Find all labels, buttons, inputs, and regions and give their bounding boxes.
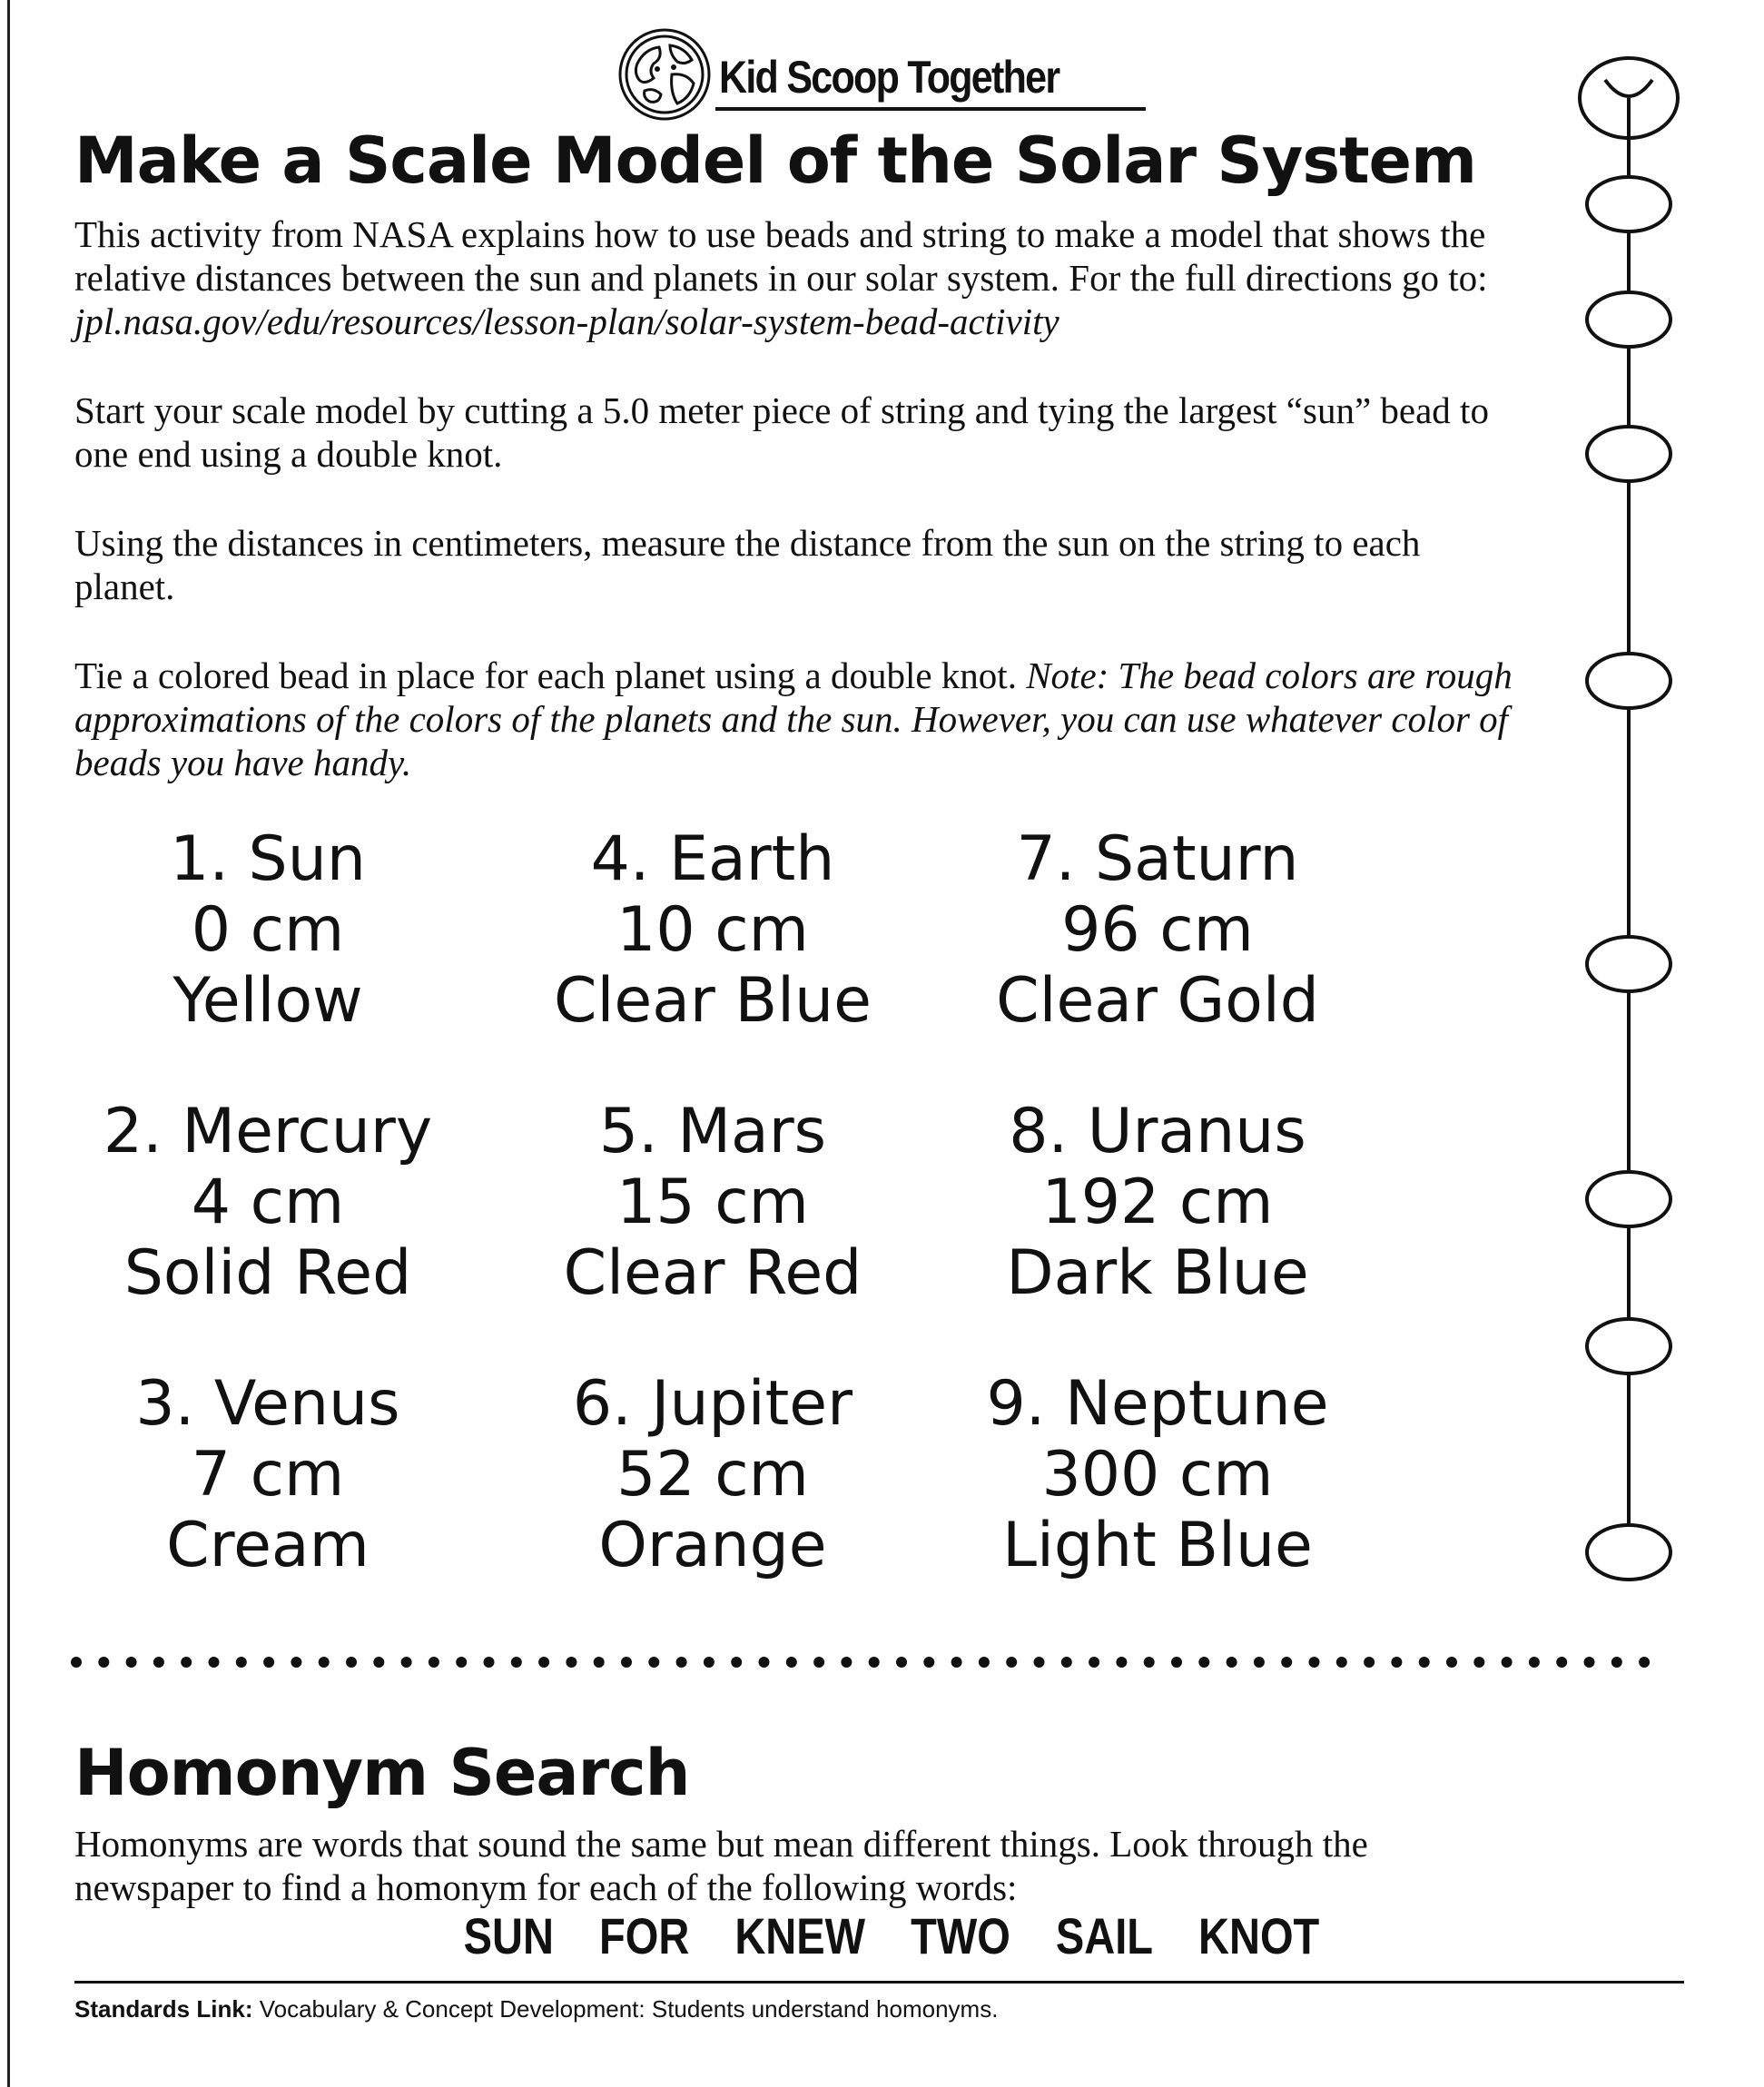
page-title: Make a Scale Model of the Solar System [74,123,1476,198]
planet-bead-color: Yellow [172,965,363,1037]
homonym-word: KNOT [1198,1907,1320,1964]
planet-bead-color: Light Blue [1002,1510,1313,1581]
bead-icon [1587,292,1670,347]
divider-dot [1034,1657,1045,1668]
planet-distance: 52 cm [616,1439,809,1511]
footer-rule [74,1981,1684,1984]
homonym-word: KNEW [734,1907,866,1964]
planet-distance: 4 cm [191,1167,345,1238]
homonym-instructions: Homonyms are words that sound the same but mean different things. Look through the newspaper to find a homonym for each of the following words: [74,1823,1368,1908]
bead-icon [1587,654,1670,708]
divider-dot [346,1657,357,1668]
left-border-rule [7,0,10,2087]
divider-dot [648,1657,659,1668]
divider-dot [813,1657,824,1668]
planet-name: 2. Mercury [103,1096,433,1167]
divider-dot [896,1657,907,1668]
divider-dot [759,1657,770,1668]
brand-name: Kid Scoop Together [719,52,1059,103]
divider-dot [1639,1657,1650,1668]
planet-entry [490,824,935,1037]
brand-underline [715,107,1146,111]
divider-dot [181,1657,192,1668]
divider-dot [1144,1657,1155,1668]
divider-dot [1254,1657,1265,1668]
bead-icon [1587,1319,1670,1373]
step1-paragraph: Start your scale model by cutting a 5.0 meter piece of string and tying the largest “sun” bead to one end using a double knot. [74,389,1489,475]
planet-distance: 96 cm [1061,894,1254,966]
divider-dot [566,1657,577,1668]
planet-entry [45,824,490,1037]
planet-bead-color: Dark Blue [1006,1237,1309,1309]
planet-entry [45,1097,490,1309]
homonym-word: TWO [911,1907,1010,1964]
intro-url: jpl.nasa.gov/edu/resources/lesson-plan/solar-system-bead-activity [74,300,1059,342]
planet-distance: 0 cm [191,894,345,966]
divider-dot [236,1657,247,1668]
planet-entry [490,1369,935,1581]
homonym-title: Homonym Search [74,1736,690,1810]
planet-bead-color: Orange [598,1510,827,1581]
planet-bead-color: Cream [166,1510,370,1581]
divider-dot [456,1657,467,1668]
divider-dot [209,1657,220,1668]
planet-entry [935,1369,1380,1581]
divider-dot [98,1657,109,1668]
standards-link [74,1995,998,2023]
divider-dot [676,1657,687,1668]
planet-name: 6. Jupiter [572,1368,853,1440]
planet-bead-color: Clear Gold [996,965,1319,1037]
homonym-word: SUN [463,1907,554,1964]
divider-dot [1529,1657,1540,1668]
dotted-divider [64,1649,1698,1676]
intro-text: This activity from NASA explains how to use beads and string to make a model that shows the relative distances between the sun and planets in our solar system. For the full directions go to: [74,213,1488,299]
divider-dot [594,1657,605,1668]
divider-dot [1391,1657,1402,1668]
divider-dot [484,1657,495,1668]
planet-distance: 15 cm [616,1167,809,1238]
divider-dot [979,1657,990,1668]
divider-dot [841,1657,852,1668]
divider-dot [126,1657,137,1668]
divider-dot [1061,1657,1072,1668]
divider-dot [1556,1657,1567,1668]
bead-string-icon [1562,54,1743,1616]
planet-name: 3. Venus [135,1368,400,1440]
divider-dot [951,1657,962,1668]
divider-dot [1336,1657,1347,1668]
step3-paragraph [74,654,1527,784]
planet-distance: 300 cm [1041,1439,1274,1511]
planet-distance: 10 cm [616,894,809,966]
divider-dot [923,1657,934,1668]
planet-bead-color: Clear Blue [554,965,872,1037]
divider-dot [401,1657,412,1668]
intro-paragraph [74,212,1527,343]
divider-dot [373,1657,384,1668]
bead-icon [1587,937,1670,991]
globe-kids-logo-icon [617,27,712,122]
planet-entry [935,824,1380,1037]
divider-dot [1006,1657,1017,1668]
step2-paragraph: Using the distances in centimeters, measure the distance from the sun on the string to each planet. [74,522,1421,607]
divider-dot [71,1657,82,1668]
planet-bead-color: Solid Red [123,1237,412,1309]
divider-dot [1473,1657,1484,1668]
divider-dot [1364,1657,1375,1668]
divider-dot [869,1657,880,1668]
homonym-word: SAIL [1055,1907,1153,1964]
divider-dot [1309,1657,1320,1668]
planet-name: 8. Uranus [1009,1096,1306,1167]
divider-dot [429,1657,439,1668]
planet-name: 5. Mars [598,1096,827,1167]
planet-grid [45,824,1407,1587]
planet-name: 9. Neptune [986,1368,1329,1440]
divider-dot [319,1657,330,1668]
divider-dot [1171,1657,1182,1668]
planet-entry [490,1097,935,1309]
divider-dot [1227,1657,1237,1668]
divider-dot [731,1657,742,1668]
homonym-word-list [151,1906,1632,1965]
divider-dot [1584,1657,1595,1668]
divider-dot [1419,1657,1430,1668]
bead-icon [1587,1172,1670,1226]
divider-dot [538,1657,549,1668]
divider-dot [1502,1657,1513,1668]
divider-dot [153,1657,164,1668]
bead-icon [1587,427,1670,481]
divider-dot [1611,1657,1622,1668]
divider-dot [1089,1657,1099,1668]
planet-bead-color: Clear Red [563,1237,862,1309]
divider-dot [291,1657,301,1668]
planet-entry [45,1369,490,1581]
divider-dot [1116,1657,1127,1668]
standards-text: Vocabulary & Concept Development: Students understand homonyms. [259,1995,999,2023]
step3-text: Tie a colored bead in place for each planet using a double knot. [74,655,1017,696]
planet-name: 7. Saturn [1016,823,1299,895]
planet-entry [935,1097,1380,1309]
homonym-word: FOR [598,1907,690,1964]
divider-dot [263,1657,274,1668]
divider-dot [1281,1657,1292,1668]
planet-name: 4. Earth [590,823,835,895]
bead-icon [1587,177,1670,231]
bead-icon [1587,1525,1670,1580]
divider-dot [621,1657,632,1668]
standards-label: Standards Link: [74,1995,253,2023]
divider-dot [1198,1657,1209,1668]
divider-dot [786,1657,797,1668]
planet-distance: 7 cm [191,1439,345,1511]
divider-dot [704,1657,714,1668]
step3-note: Note: The bead colors are rough approximations of the colors of the planets and the sun. However, you can use whatever color of beads you have handy. [74,655,1513,783]
divider-dot [1446,1657,1457,1668]
planet-name: 1. Sun [170,823,366,895]
divider-dot [511,1657,522,1668]
planet-distance: 192 cm [1041,1167,1274,1238]
